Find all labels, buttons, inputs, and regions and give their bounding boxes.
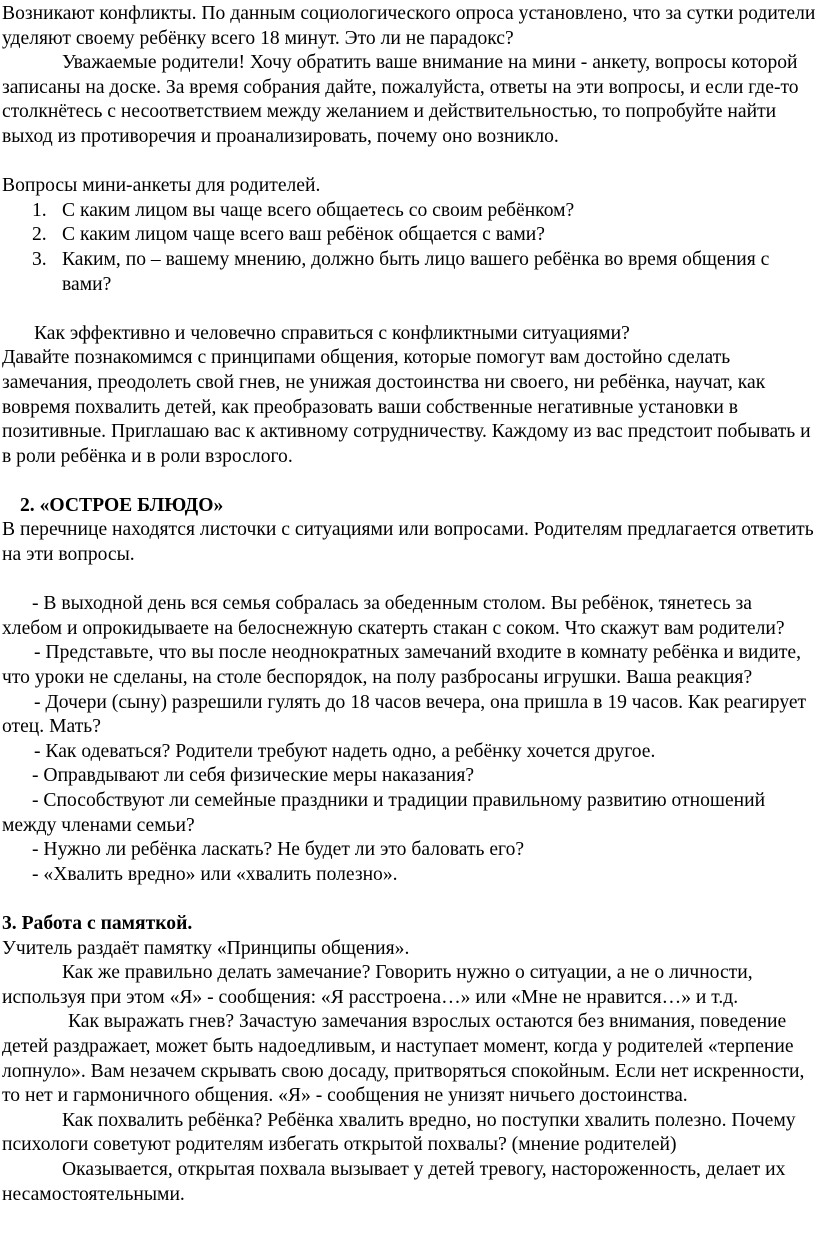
conflict-body: Давайте познакомимся с принципами общения, которые помогут вам достойно сделать замечания, преодолеть свой гнев, не унижая достоинства ни своего, ни ребёнка, научат, как вовремя похвалить детей, как преобразовать ваши собственные негативные установки в позитивные. Приглашаю вас к активному сотрудничеству. Каждому из вас предстоит побывать и в роли ребёнка и в роли взрослого. — [2, 347, 811, 467]
questionnaire-list — [2, 199, 816, 297]
list-item — [2, 223, 816, 248]
situation-item: - Представьте, что вы после неоднократных замечаний входите в комнату ребёнка и видите, что уроки не сделаны, на столе беспорядок, на полу разбросаны игрушки. Ваша реакция? — [2, 642, 802, 689]
list-item-text: С каким лицом вы чаще всего общаетесь со своим ребёнком? — [62, 199, 575, 221]
situation-item: - Способствуют ли семейные праздники и традиции правильному развитию отношений между членами семьи? — [2, 790, 766, 836]
memo-paragraph-1: Как же правильно делать замечание? Говорить нужно о ситуации, а не о личности, используя при этом «Я» - сообщения: «Я расстроена…» или «Мне не нравится…» и т.д. — [2, 962, 753, 1008]
list-item-number: 3. — [32, 248, 47, 270]
section-3-intro: Учитель раздаёт памятку «Принципы общения». — [2, 937, 410, 959]
situation-item: - Как одеваться? Родители требуют надеть одно, а ребёнку хочется другое. — [34, 740, 656, 762]
list-item-number: 2. — [32, 224, 47, 246]
conflict-question: Как эффективно и человечно справиться с конфликтными ситуациями? — [34, 322, 630, 344]
list-item — [2, 248, 816, 297]
section-2-heading: 2. «ОСТРОЕ БЛЮДО» — [20, 494, 224, 516]
situation-item: - Оправдывают ли себя физические меры наказания? — [32, 765, 475, 787]
intro-paragraph-1: Возникают конфликты. По данным социологического опроса установлено, что за сутки родители уделяют своему ребёнку всего 18 минут. Это ли не парадокс? — [2, 3, 816, 49]
situation-item: - Нужно ли ребёнка ласкать? Не будет ли это баловать его? — [32, 839, 525, 861]
situation-item: - В выходной день вся семья собралась за обеденным столом. Вы ребёнок, тянетесь за хлебом и опрокидываете на белоснежную скатерть стакан с соком. Что скажут вам родители? — [2, 593, 785, 639]
section-2-intro: В перечнице находятся листочки с ситуациями или вопросами. Родителям предлагается ответить на эти вопросы. — [2, 519, 814, 566]
intro-paragraph-2: Уважаемые родители! Хочу обратить ваше внимание на мини - анкету, вопросы которой записаны на доске. За время собрания дайте, пожалуйста, ответы на эти вопросы, и если где-то столкнётесь с несоответствием между желанием и действительностью, то попробуйте найти выход из противоречия и проанализировать, почему оно возникло. — [2, 52, 799, 147]
memo-paragraph-3: Как похвалить ребёнка? Ребёнка хвалить вредно, но поступки хвалить полезно. Почему психологи советуют родителям избегать открытой похвалы? (мнение родителей) — [2, 1109, 796, 1156]
spacer — [2, 297, 816, 322]
spacer — [2, 469, 816, 494]
list-item — [2, 199, 816, 224]
questionnaire-title: Вопросы мини-анкеты для родителей. — [2, 175, 321, 197]
list-item-number: 1. — [32, 199, 47, 221]
spacer — [2, 150, 816, 175]
list-item-text: С каким лицом чаще всего ваш ребёнок общается с вами? — [62, 224, 545, 246]
memo-paragraph-2: Как выражать гнев? Зачастую замечания взрослых остаются без внимания, поведение детей раздражает, может быть надоедливым, и наступает момент, когда у родителей «терпение лопнуло». Вам незачем скрывать свою досаду, притворяться спокойным. Если нет искренности, то нет и гармоничного общения. «Я» - сообщения не унизят ничьего достоинства. — [2, 1011, 805, 1107]
situation-item: - Дочери (сыну) разрешили гулять до 18 часов вечера, она пришла в 19 часов. Как реагирует отец. Мать? — [2, 691, 807, 738]
memo-paragraph-4: Оказывается, открытая похвала вызывает у детей тревогу, настороженность, делает их несамостоятельными. — [2, 1158, 786, 1205]
situation-item: - «Хвалить вредно» или «хвалить полезно». — [32, 863, 398, 885]
section-3-heading: 3. Работа с памяткой. — [2, 912, 193, 934]
list-item-text: Каким, по – вашему мнению, должно быть лицо вашего ребёнка во время общения с вами? — [62, 248, 770, 295]
spacer — [2, 887, 816, 912]
spacer — [2, 568, 816, 593]
